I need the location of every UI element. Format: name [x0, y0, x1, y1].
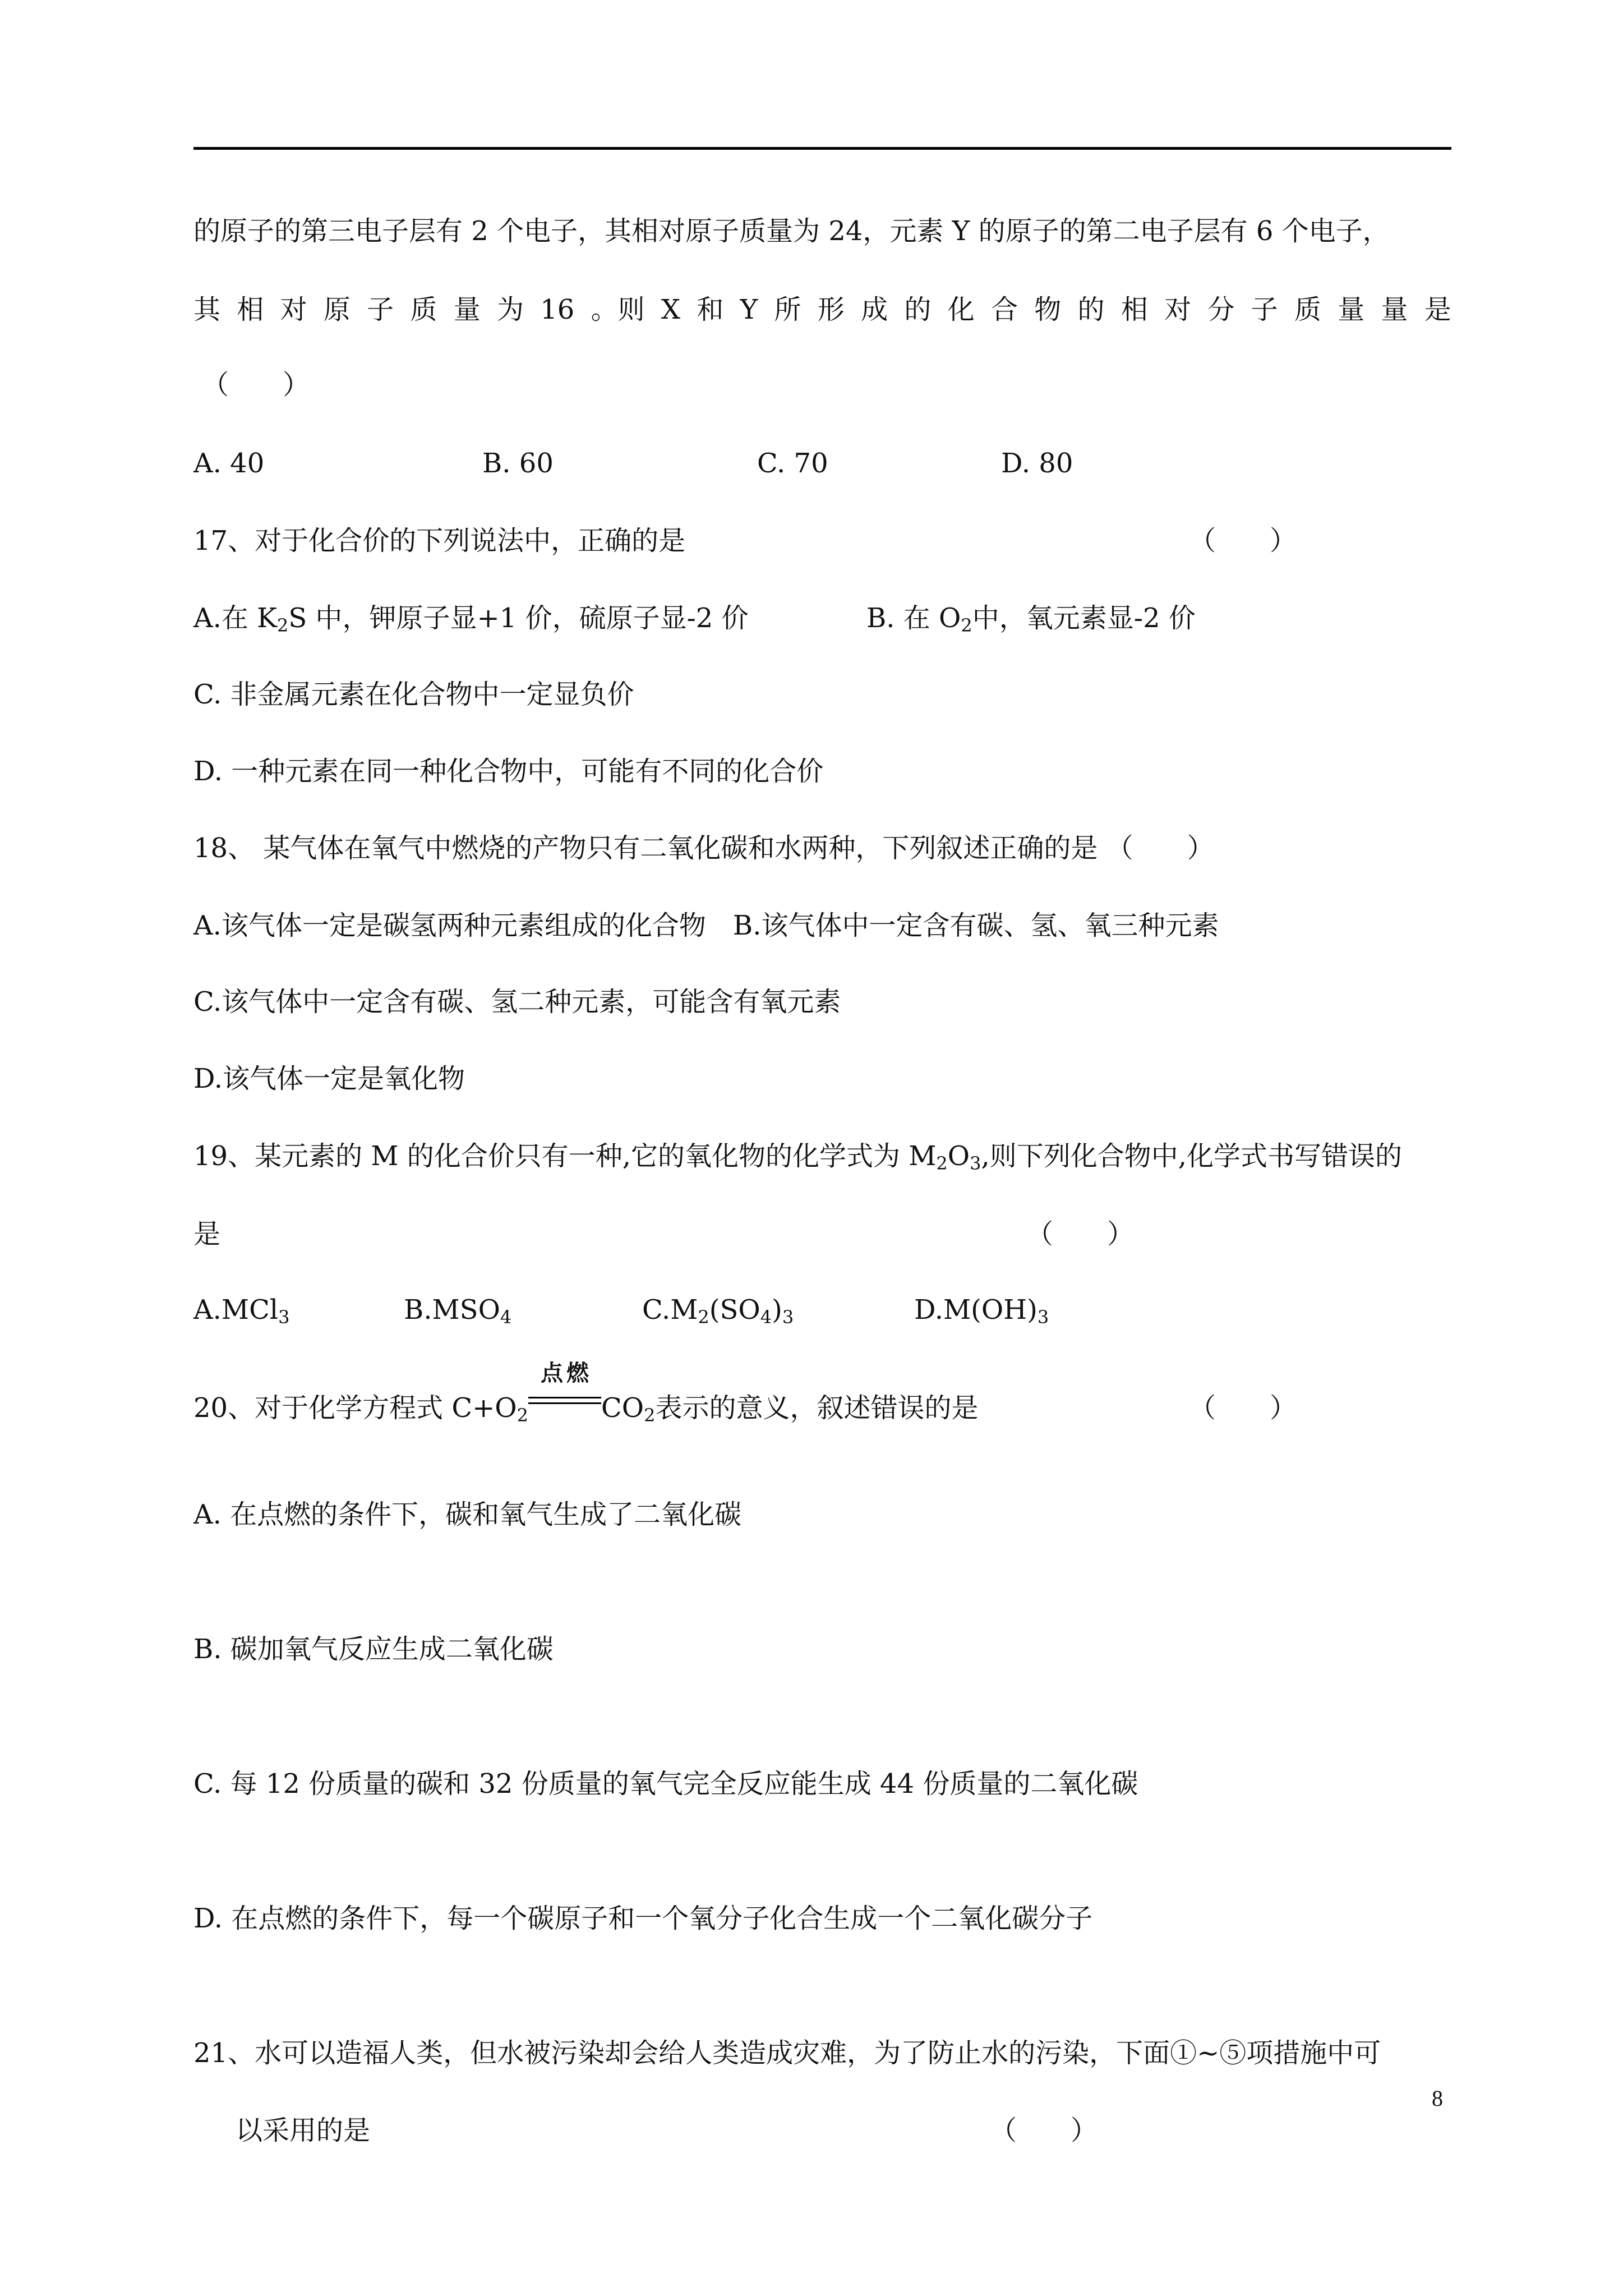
q16-line2: [193, 293, 1451, 326]
q19-stem-sub2: 3: [970, 1153, 981, 1174]
q19-option-c-sub1: 2: [698, 1306, 709, 1328]
reaction-condition-equals: [528, 1360, 601, 1425]
q16-line2-word: 子: [1251, 294, 1278, 325]
q16-line2-word: 所: [774, 294, 801, 325]
q16-line2-word: 对: [280, 294, 307, 325]
reaction-condition-label: 点燃: [541, 1360, 592, 1386]
q16-line2-word: 量: [1381, 294, 1408, 325]
q19-option-b-sub: 4: [500, 1306, 512, 1328]
q17-option-a-pre: A.在 K: [193, 602, 278, 634]
q16-line2-word: 对: [1164, 294, 1192, 325]
q19-option-d-sub: 3: [1037, 1306, 1049, 1328]
q16-line2-word: 的: [1077, 294, 1105, 325]
q16-line2-word: 子: [367, 294, 394, 325]
q19-option-c-pre: C.M: [642, 1294, 698, 1326]
q17-option-c: C. 非金属元素在化合物中一定显负价: [193, 679, 634, 710]
q17-option-a: [193, 601, 749, 635]
q16-line2-word: 是: [1424, 294, 1451, 325]
q19-option-c-sub2: 4: [760, 1306, 772, 1328]
q16-option-d: D. 80: [1001, 448, 1073, 479]
q17-option-a-post: S 中，钾原子显+1 价，硫原子显-2 价: [288, 602, 749, 634]
q19-option-b: [404, 1293, 511, 1327]
header-rule: [193, 147, 1451, 150]
page-number: 8: [1432, 2086, 1443, 2111]
q16-line2-word: 原: [323, 294, 351, 325]
q20-stem-sub1: 2: [517, 1405, 528, 1426]
q16-line2-word: 物: [1034, 294, 1062, 325]
q20-option-a: A. 在点燃的条件下，碳和氧气生成了二氧化碳: [193, 1499, 742, 1530]
q16-line2-word: 质: [410, 294, 437, 325]
q17-option-b: [866, 601, 1196, 635]
q16-line2-word: 质: [1294, 294, 1321, 325]
q20-stem-pre: 20、对于化学方程式 C+O: [193, 1392, 517, 1424]
q17-option-b-post: 中，氧元素显-2 价: [972, 602, 1196, 634]
q19-option-c-post: ): [772, 1294, 782, 1326]
q16-option-c: C. 70: [757, 448, 828, 479]
q16-line2-word: 其: [193, 294, 221, 325]
q16-option-a: A. 40: [193, 448, 265, 479]
q16-line2-word: 的: [904, 294, 932, 325]
q20-answer-paren: （ ）: [1189, 1392, 1297, 1424]
q16-line2-word: X: [661, 294, 681, 325]
q20-option-b: B. 碳加氧气反应生成二氧化碳: [193, 1634, 554, 1665]
q20-product-sub: 2: [644, 1405, 656, 1426]
q19-option-a: [193, 1293, 290, 1327]
q18-option-d: D.该气体一定是氧化物: [193, 1063, 465, 1094]
q18-options-ab: A.该气体一定是碳氢两种元素组成的化合物 B.该气体中一定含有碳、氢、氧三种元素: [193, 910, 1219, 941]
q16-line2-word: 。则: [591, 294, 645, 325]
q16-option-b: B. 60: [482, 448, 554, 479]
equals-bar-bottom: [528, 1402, 601, 1404]
q19-option-c-mid: (SO: [709, 1294, 760, 1326]
equals-bar-top: [528, 1397, 601, 1398]
q16-line2-word: 量: [1338, 294, 1365, 325]
q17-option-a-sub: 2: [277, 615, 289, 636]
q17-option-d: D. 一种元素在同一种化合物中，可能有不同的化合价: [193, 756, 824, 787]
q16-line2-word: 为: [496, 294, 524, 325]
q16-line2-word: 16: [540, 294, 575, 325]
q21-answer-paren: （ ）: [990, 2115, 1098, 2146]
q16-line2-word: 形: [817, 294, 845, 325]
q19-option-d: [914, 1293, 1049, 1327]
q19-stem-post: ,则下列化合物中,化学式书写错误的: [981, 1140, 1403, 1172]
q19-option-c-sub3: 3: [782, 1306, 794, 1328]
q20-stem: [193, 1360, 979, 1426]
q19-stem-mid: O: [947, 1140, 970, 1172]
q19-option-d-pre: D.M(OH): [914, 1294, 1038, 1326]
q20-option-d: D. 在点燃的条件下，每一个碳原子和一个氧分子化合生成一个二氧化碳分子: [193, 1903, 1093, 1934]
q17-option-b-sub: 2: [961, 615, 972, 636]
q17-stem: 17、对于化合价的下列说法中，正确的是: [193, 525, 686, 556]
q18-stem: 18、 某气体在氧气中燃烧的产物只有二氧化碳和水两种，下列叙述正确的是 （ ）: [193, 832, 1214, 864]
q20-stem-post: 表示的意义，叙述错误的是: [655, 1392, 979, 1424]
q20-option-c: C. 每 12 份质量的碳和 32 份质量的氧气完全反应能生成 44 份质量的二氧化碳: [193, 1768, 1138, 1800]
q16-line2-word: 相: [1121, 294, 1148, 325]
q16-line1: 的原子的第三电子层有 2 个电子，其相对原子质量为 24，元素 Y 的原子的第二电子层有 6 个电子，: [193, 215, 1390, 247]
q16-line2-word: Y: [740, 294, 758, 325]
q16-line2-word: 成: [861, 294, 888, 325]
q17-answer-paren: （ ）: [1189, 525, 1297, 556]
q17-option-b-pre: B. 在 O: [866, 602, 961, 634]
q16-line2-word: 分: [1207, 294, 1235, 325]
q16-line2-word: 和: [697, 294, 724, 325]
q16-line2-word: 相: [237, 294, 264, 325]
q19-option-a-sub: 3: [278, 1306, 290, 1328]
q16-line2-word: 量: [453, 294, 481, 325]
q18-option-c: C.该气体中一定含有碳、氢二种元素，可能含有氧元素: [193, 986, 841, 1018]
q19-stem-sub1: 2: [936, 1153, 948, 1174]
q21-stem: 21、水可以造福人类，但水被污染却会给人类造成灾难，为了防止水的污染，下面①~⑤项措施中可: [193, 2037, 1381, 2069]
q16-line2-word: 化: [947, 294, 975, 325]
q19-stem-pre: 19、某元素的 M 的化合价只有一种,它的氧化物的化学式为 M: [193, 1140, 937, 1172]
q16-line2-word: 合: [990, 294, 1018, 325]
q19-option-a-pre: A.MCl: [193, 1294, 279, 1326]
q20-product: CO: [601, 1392, 644, 1424]
q19-stem-line2: 是: [193, 1218, 221, 1250]
q19-answer-paren: （ ）: [1026, 1218, 1135, 1250]
q19-stem: [193, 1139, 1402, 1173]
q19-option-b-pre: B.MSO: [404, 1294, 500, 1326]
q21-stem-line2: 以采用的是: [236, 2115, 371, 2146]
q16-answer-paren: （ ）: [202, 369, 310, 401]
q19-option-c: [642, 1293, 794, 1327]
